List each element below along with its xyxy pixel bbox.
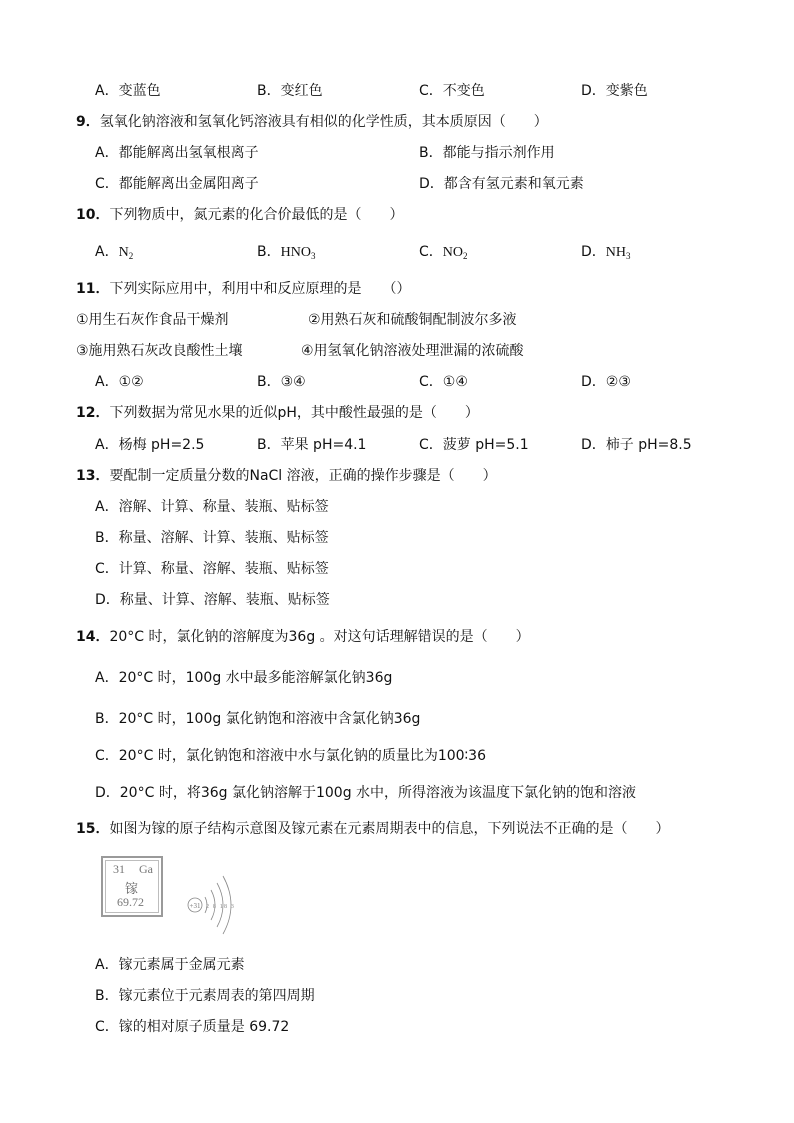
q10-formula-b: HNO bbox=[280, 245, 311, 260]
q12-option-d: D．柿子 pH=8.5 bbox=[581, 437, 692, 453]
q11-item-1: ①用生石灰作食品干燥剂 bbox=[76, 312, 229, 328]
q11-option-b: B．③④ bbox=[257, 374, 306, 390]
q10-question bbox=[76, 205, 403, 225]
q9-number: 9． bbox=[76, 114, 100, 130]
q10-option-c-letter: C． bbox=[419, 244, 443, 260]
q10-formula-c-sub: 2 bbox=[463, 251, 468, 261]
q10-option-b bbox=[257, 242, 315, 266]
q11-option-c: C．①④ bbox=[419, 374, 468, 390]
q10-formula-b-sub: 3 bbox=[310, 251, 316, 261]
q8-option-d: D．变紫色 bbox=[581, 83, 648, 99]
q11-item-4: ④用氢氧化钠溶液处理泄漏的浓硫酸 bbox=[301, 343, 524, 359]
q10-option-d bbox=[581, 242, 631, 266]
q10-formula-d: NH bbox=[605, 245, 627, 260]
periodic-table-card bbox=[101, 856, 163, 917]
q10-formula-c: NO bbox=[442, 245, 464, 260]
q13-option-d: D．称量、计算、溶解、装瓶、贴标签 bbox=[95, 592, 330, 608]
q11-option-a: A．①② bbox=[95, 374, 144, 390]
q9-option-d: D．都含有氢元素和氧元素 bbox=[419, 176, 584, 192]
q8-option-c: C．不变色 bbox=[419, 83, 485, 99]
q13-question bbox=[76, 466, 497, 486]
element-symbol: Ga bbox=[139, 862, 153, 876]
element-name: 镓 bbox=[125, 881, 139, 896]
q10-formula-a: N bbox=[118, 245, 129, 260]
q15-option-a: A．镓元素属于金属元素 bbox=[95, 957, 245, 973]
q12-option-c: C．菠萝 pH=5.1 bbox=[419, 437, 529, 453]
q8-option-a: A．变蓝色 bbox=[95, 83, 161, 99]
q14-stem: 20°C 时，氯化钠的溶解度为36g 。对这句话理解错误的是（ ） bbox=[109, 629, 530, 645]
q10-option-c bbox=[419, 242, 468, 266]
q13-number: 13． bbox=[76, 468, 110, 484]
q13-stem: 要配制一定质量分数的NaCl 溶液，正确的操作步骤是（ ） bbox=[109, 468, 497, 484]
q10-formula-d-sub: 3 bbox=[626, 251, 631, 261]
q15-number: 15． bbox=[76, 821, 110, 837]
atomic-mass: 69.72 bbox=[117, 895, 144, 909]
q12-stem: 下列数据为常见水果的近似pH，其中酸性最强的是（ ） bbox=[109, 405, 479, 421]
q15-stem: 如图为镓的原子结构示意图及镓元素在元素周期表中的信息，下列说法不正确的是（ ） bbox=[109, 821, 670, 837]
q10-number: 10． bbox=[76, 207, 110, 223]
q13-option-c: C．计算、称量、溶解、装瓶、贴标签 bbox=[95, 561, 329, 577]
q12-number: 12． bbox=[76, 405, 110, 421]
atomic-number: 31 bbox=[113, 862, 125, 876]
q14-option-b: B．20°C 时，100g 氯化钠饱和溶液中含氯化钠36g bbox=[95, 711, 421, 727]
q15-option-b: B．镓元素位于元素周表的第四周期 bbox=[95, 988, 315, 1004]
q12-option-b: B．苹果 pH=4.1 bbox=[257, 437, 367, 453]
q9-option-a: A．都能解离出氢氧根离子 bbox=[95, 145, 259, 161]
q14-option-c: C．20°C 时，氯化钠饱和溶液中水与氯化钠的质量比为100∶36 bbox=[95, 748, 486, 764]
q10-option-a-letter: A． bbox=[95, 244, 119, 260]
q11-stem: 下列实际应用中，利用中和反应原理的是 （） bbox=[109, 281, 411, 297]
q13-option-a: A．溶解、计算、称量、装瓶、贴标签 bbox=[95, 499, 329, 515]
q10-option-d-letter: D． bbox=[581, 244, 606, 260]
q8-option-b: B．变红色 bbox=[257, 83, 323, 99]
q11-number: 11． bbox=[76, 281, 110, 297]
q10-option-a bbox=[95, 242, 133, 266]
nucleus-label: +31 bbox=[189, 902, 201, 910]
q12-question bbox=[76, 403, 479, 423]
q10-formula-a-sub: 2 bbox=[128, 251, 134, 261]
q15-question bbox=[76, 819, 669, 839]
q9-stem: 氢氧化钠溶液和氢氧化钙溶液具有相似的化学性质，其本质原因（ ） bbox=[99, 114, 548, 130]
q13-option-b: B．称量、溶解、计算、装瓶、贴标签 bbox=[95, 530, 329, 546]
q9-option-c: C．都能解离出金属阳离子 bbox=[95, 176, 259, 192]
q11-option-d: D．②③ bbox=[581, 374, 631, 390]
q11-question bbox=[76, 279, 410, 299]
q14-option-d: D．20°C 时，将36g 氯化钠溶解于100g 水中，所得溶液为该温度下氯化钠的饱和溶液 bbox=[95, 785, 637, 801]
q9-question bbox=[76, 112, 548, 132]
electron-counts: 2 8 18 3 bbox=[206, 904, 236, 910]
q10-stem: 下列物质中，氮元素的化合价最低的是（ ） bbox=[109, 207, 404, 223]
q14-option-a: A．20°C 时，100g 水中最多能溶解氯化钠36g bbox=[95, 670, 393, 686]
q12-option-a: A．杨梅 pH=2.5 bbox=[95, 437, 205, 453]
q9-option-b: B．都能与指示剂作用 bbox=[419, 145, 555, 161]
q14-question bbox=[76, 627, 530, 647]
q14-number: 14． bbox=[76, 629, 110, 645]
atom-structure-diagram bbox=[183, 870, 241, 940]
q15-option-c: C．镓的相对原子质量是 69.72 bbox=[95, 1019, 290, 1035]
q11-item-2: ②用熟石灰和硫酸铜配制波尔多液 bbox=[308, 312, 517, 328]
q11-item-3: ③施用熟石灰改良酸性土壤 bbox=[76, 343, 243, 359]
q10-option-b-letter: B． bbox=[257, 244, 281, 260]
